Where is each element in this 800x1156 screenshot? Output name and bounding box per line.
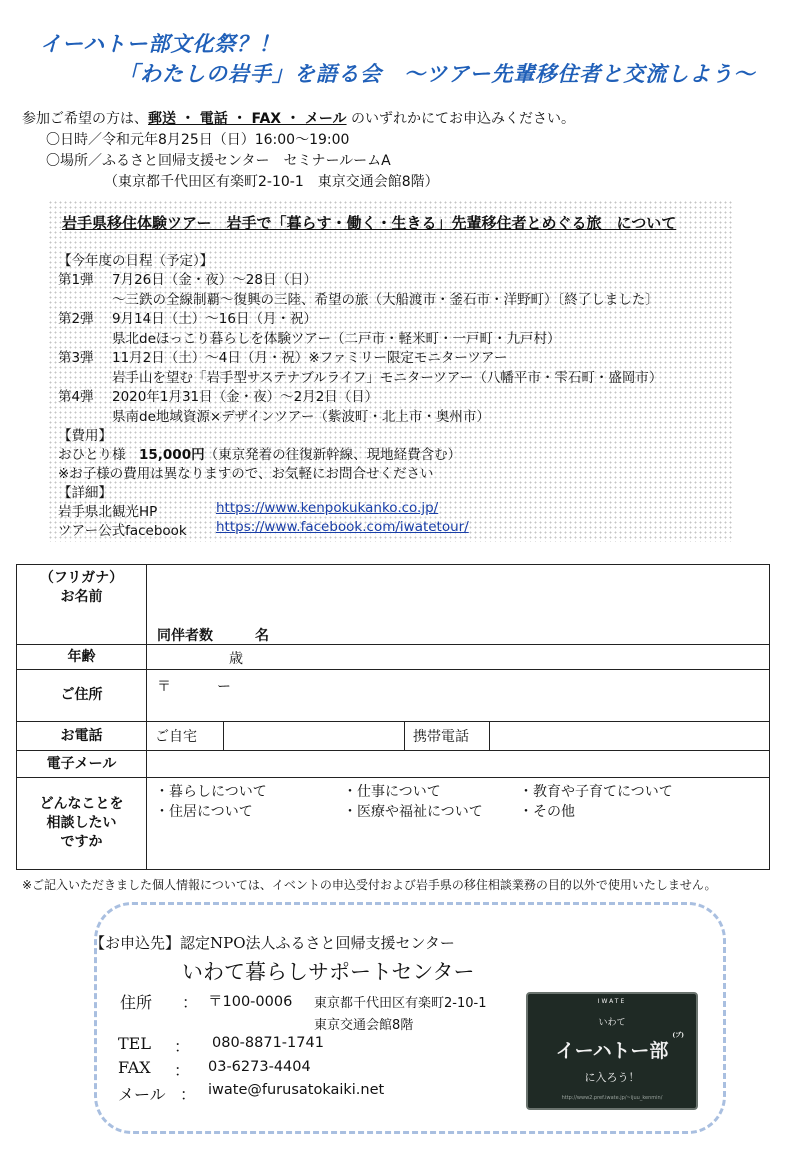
- mail-label: メール: [118, 1085, 166, 1104]
- link-kenpoku[interactable]: https://www.kenpokukanko.co.jp/: [216, 500, 439, 516]
- cost-note: ※お子様の費用は異なりますので、お気軽にお問合せください: [58, 466, 434, 482]
- tour-2-desc: 県北deほっこり暮らしを体験ツアー（二戸市・軽米町・一戸町・九戸村）: [112, 331, 561, 347]
- tour-4-desc: 県南de地域資源×デザインツアー（紫波町・北上市・奥州市）: [112, 409, 490, 425]
- topic-work[interactable]: ・仕事について: [343, 784, 441, 800]
- home-phone-input[interactable]: [224, 722, 405, 751]
- email-label: 電子メール: [17, 751, 147, 778]
- tour-4-label: 第4弾: [58, 389, 94, 405]
- phone-label: お電話: [17, 722, 147, 751]
- event-date: 〇日時／令和元年8月25日（日）16:00～19:00: [46, 132, 350, 148]
- event-place: 〇場所／ふるさと回帰支援センター セミナールームA: [46, 153, 391, 169]
- tour-3-date: 11月2日（土）～4日（月・祝）※ファミリー限定モニターツアー: [112, 350, 508, 366]
- contact-heading: 【お申込先】認定NPO法人ふるさと回帰支援センター: [90, 934, 455, 952]
- logo-tag: に入ろう！: [584, 1071, 640, 1084]
- topic-medical[interactable]: ・医療や福祉について: [343, 804, 483, 820]
- topics-label: [17, 778, 147, 870]
- age-label: 年齢: [17, 645, 147, 670]
- mobile-phone-input[interactable]: [490, 722, 770, 751]
- intro-lead-pre: 参加ご希望の方は、: [22, 111, 148, 127]
- topic-other[interactable]: ・その他: [519, 804, 575, 820]
- furigana-label: （フリガナ）: [39, 570, 124, 586]
- cost-pre: おひとり様: [58, 447, 139, 463]
- topics-label-line-2: 相談したい: [46, 815, 117, 831]
- application-form: [16, 564, 770, 870]
- contact-zip: 〒100-0006: [208, 994, 293, 1010]
- postal-mark: 〒: [157, 679, 171, 695]
- name-label-cell: [17, 565, 147, 645]
- contact-org: いわて暮らしサポートセンター: [182, 960, 475, 984]
- address-input[interactable]: [147, 670, 770, 722]
- topic-living[interactable]: ・暮らしについて: [155, 784, 267, 800]
- contact-address-1: 東京都千代田区有楽町2-10-1: [314, 996, 487, 1011]
- mobile-label: 携帯電話: [405, 722, 490, 751]
- postal-dash: ー: [217, 679, 231, 695]
- intro-methods: 郵送 ・ 電話 ・ FAX ・ メール: [148, 111, 347, 127]
- intro-lead: [22, 108, 575, 128]
- fax-label: FAX: [118, 1058, 151, 1077]
- logo-ruby: (ブ): [672, 1032, 684, 1039]
- contact-tel[interactable]: 080-8871-1741: [212, 1035, 324, 1051]
- cost-heading: 【費用】: [58, 428, 112, 444]
- email-input[interactable]: [147, 751, 770, 778]
- address-colon: ：: [182, 993, 199, 1012]
- name-label: お名前: [60, 589, 103, 605]
- topics-label-line-1: どんなことを: [39, 796, 124, 812]
- tel-colon: ：: [174, 1037, 191, 1056]
- link-label-kenpoku: 岩手県北観光HP: [58, 504, 158, 520]
- address-contact-label: 住所: [120, 993, 153, 1012]
- contact-fax: 03-6273-4404: [208, 1059, 311, 1075]
- tour-1-label: 第1弾: [58, 272, 94, 288]
- topics-options: [147, 778, 770, 870]
- tel-label: TEL: [118, 1034, 151, 1053]
- home-label: ご自宅: [147, 722, 224, 751]
- link-label-facebook: ツアー公式facebook: [58, 523, 187, 539]
- tour-3-label: 第3弾: [58, 350, 94, 366]
- age-unit: 歳: [229, 651, 243, 667]
- topic-housing[interactable]: ・住居について: [155, 804, 253, 820]
- iwate-logo: [526, 992, 698, 1110]
- contact-email[interactable]: iwate@furusatokaiki.net: [208, 1082, 385, 1098]
- logo-sub: いわて: [598, 1018, 626, 1028]
- topics-label-line-3: ですか: [60, 834, 103, 850]
- schedule-heading: 【今年度の日程（予定）】: [58, 253, 214, 269]
- intro-lead-post: のいずれかにてお申込みください。: [346, 111, 576, 127]
- detail-heading: 【詳細】: [58, 485, 112, 501]
- tour-2-date: 9月14日（土）～16日（月・祝）: [112, 311, 317, 327]
- tour-2-label: 第2弾: [58, 311, 94, 327]
- topic-education[interactable]: ・教育や子育てについて: [519, 784, 673, 800]
- address-label: ご住所: [17, 670, 147, 722]
- link-facebook[interactable]: https://www.facebook.com/iwatetour/: [216, 519, 469, 535]
- title-line-3: ～ツアー先輩移住者と交流しよう～: [404, 62, 756, 86]
- privacy-note: ※ご記入いただきました個人情報については、イベントの申込受付および岩手県の移住相談業務の目的以外で使用いたしません。: [22, 878, 717, 892]
- tour-title: 岩手県移住体験ツアー 岩手で「暮らす・働く・生きる」先輩移住者とめぐる旅 について: [62, 214, 677, 232]
- cost-amount: 15,000円: [139, 447, 205, 463]
- title-line-2: 「わたしの岩手」を語る会: [118, 62, 382, 86]
- logo-url: http://www2.pref.iwate.jp/~ijuu_kenmin/: [561, 1095, 663, 1101]
- tour-1-date: 7月26日（金・夜）～28日（日）: [112, 272, 317, 288]
- event-address: （東京都千代田区有楽町2-10-1 東京交通会館8階）: [104, 174, 439, 190]
- companions-label: 同伴者数: [157, 628, 213, 644]
- logo-top: IWATE: [597, 998, 627, 1005]
- contact-address-2: 東京交通会館8階: [314, 1018, 414, 1033]
- title-line-1: イーハトー部文化祭？！: [40, 32, 281, 56]
- companions-unit: 名: [255, 628, 269, 644]
- age-input[interactable]: [147, 645, 770, 670]
- fax-colon: ：: [174, 1061, 191, 1080]
- mail-colon: ：: [180, 1085, 197, 1104]
- tour-4-date: 2020年1月31日（金・夜）～2月2日（日）: [112, 389, 379, 405]
- cost-line: [58, 443, 461, 463]
- tour-3-desc: 岩手山を望む「岩手型サステナブルライフ」モニターツアー（八幡平市・雫石町・盛岡市）: [112, 370, 663, 386]
- name-input[interactable]: [147, 565, 770, 645]
- tour-1-desc: ～三鉄の全線制覇～復興の三陸、希望の旅（大船渡市・釜石市・洋野町）〔終了しました〕: [112, 292, 659, 308]
- logo-main: イーハトー部: [555, 1040, 669, 1062]
- cost-post: （東京発着の往復新幹線、現地経費含む）: [204, 447, 462, 463]
